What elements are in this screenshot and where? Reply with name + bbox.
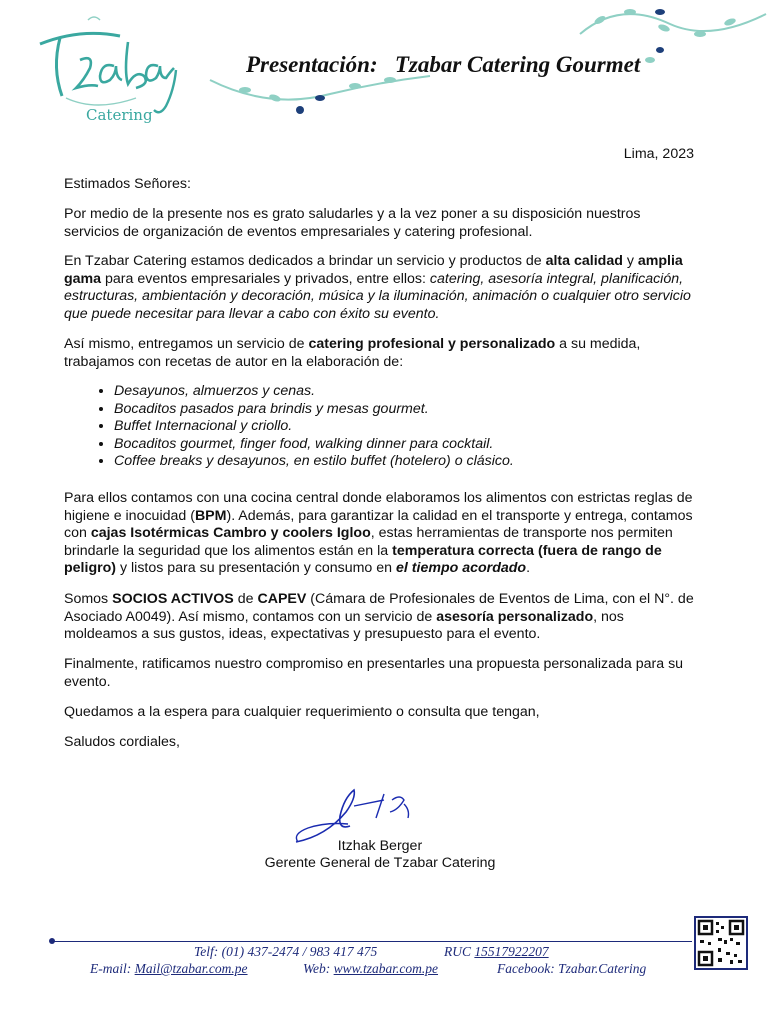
paragraph-commitment: Finalmente, ratificamos nuestro compromiso en presentarles una propuesta personalizada para su evento.	[64, 656, 684, 690]
handwritten-signature	[288, 786, 428, 846]
footer-phone: Telf: (01) 437-2474 / 983 417 475	[194, 944, 378, 959]
footer-email: E-mail: Mail@tzabar.com.pe	[90, 961, 248, 976]
signer-name: Itzhak Berger	[337, 838, 423, 854]
list-item: • Bocaditos pasados para brindis y mesas gourmet.	[114, 401, 696, 419]
footer-divider	[52, 941, 692, 942]
page-title: Presentación: Tzabar Catering Gourmet	[246, 52, 641, 77]
paragraph-catering: Así mismo, entregamos un servicio de catering profesional y personalizado a su medida, trabajamos con recetas de autor en la elaboración de:	[64, 336, 641, 370]
signer-block	[200, 838, 560, 872]
footer-ruc: RUC 15517922207	[444, 944, 549, 959]
paragraph-services: En Tzabar Catering estamos dedicados a brindar un servicio y productos de alta calidad y amplia gama para eventos empresariales y privados, entre ellos: catering, asesoría integral, planificación, estructuras, ambientación y decoración, música y la iluminación, animación o cualquier otro servicio que puede necesitar para llevar a cabo con éxito su evento.	[64, 253, 691, 322]
footer-web: Web: www.tzabar.com.pe	[303, 961, 439, 976]
list-item: • Bocaditos gourmet, finger food, walking dinner para cocktail.	[114, 436, 696, 454]
vine-decoration-mid	[205, 68, 435, 118]
services-list	[64, 383, 696, 471]
list-item: • Coffee breaks y desayunos, en estilo buffet (hotelero) o clásico.	[114, 453, 696, 471]
logo-sub-text: Catering	[86, 106, 153, 124]
paragraph-kitchen: Para ellos contamos con una cocina central donde elaboramos los alimentos con estrictas reglas de higiene e inocuidad (BPM). Además, para garantizar la calidad en el transporte y entrega, contamos con cajas Isotérmicas Cambro y coolers Igloo, estas herramientas de transporte nos permiten brindarle la seguridad que los alimentos están en la temperatura correcta (fuera de rango de peligro) y listos para su presentación y consumo en el tiempo acordado.	[64, 490, 693, 576]
signer-title: Gerente General de Tzabar Catering	[264, 855, 496, 871]
letter-greeting: Estimados Señores:	[64, 176, 191, 192]
list-item: • Buffet Internacional y criollo.	[114, 418, 696, 436]
list-item: • Desayunos, almuerzos y cenas.	[114, 383, 696, 401]
qr-code	[694, 916, 748, 970]
paragraph-intro: Por medio de la presente nos es grato saludarles y a la vez poner a su disposición nuestros servicios de organización de eventos empresariales y catering profesional.	[64, 206, 641, 240]
letter-date: Lima, 2023	[623, 146, 694, 162]
tzabar-logo	[30, 14, 180, 124]
website-link[interactable]: www.tzabar.com.pe	[333, 961, 439, 976]
footer-facebook: Facebook: Tzabar.Catering	[497, 961, 647, 976]
letter-closing: Saludos cordiales,	[64, 734, 180, 750]
email-link[interactable]: Mail@tzabar.com.pe	[134, 961, 248, 976]
paragraph-waiting: Quedamos a la espera para cualquier requerimiento o consulta que tengan,	[64, 704, 540, 720]
paragraph-capev: Somos SOCIOS ACTIVOS de CAPEV (Cámara de Profesionales de Eventos de Lima, con el N°. de Asociado A0049). Así mismo, contamos con un servicio de asesoría personalizado, nos moldeamos a sus gustos, ideas, expectativas y presupuesto para el evento.	[64, 591, 694, 642]
